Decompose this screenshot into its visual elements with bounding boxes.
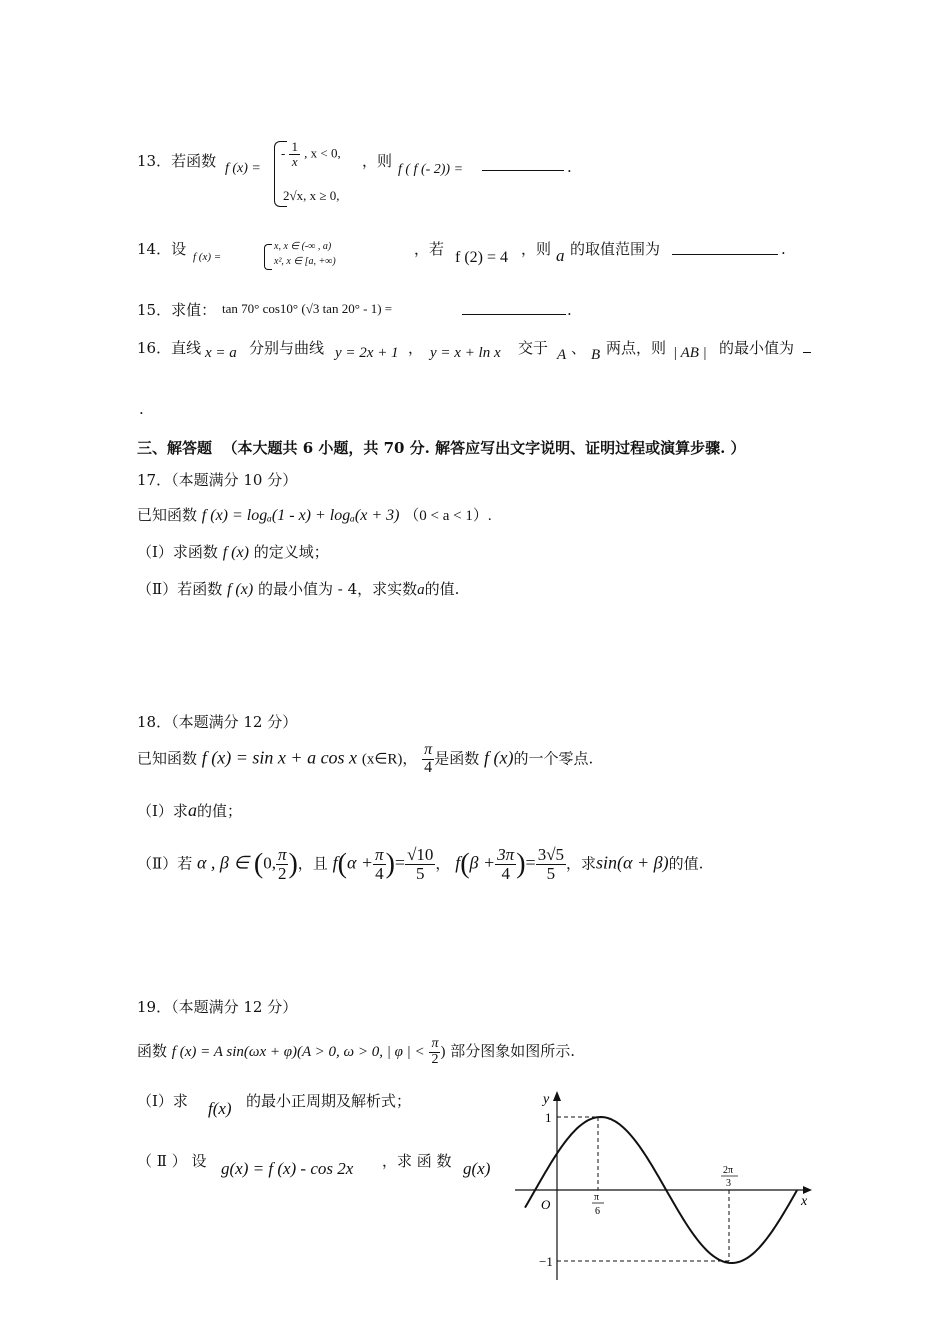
- q19-part2-expr: g(x) = f (x) - cos 2x: [221, 1159, 354, 1178]
- q14-case2: x², x ∈ [a, +∞): [274, 256, 336, 267]
- q16-dun: 、: [571, 339, 587, 357]
- q14-cond: f (2) = 4: [455, 249, 509, 266]
- q14-brace: [264, 244, 272, 270]
- q16-curve2: y = x + ln x: [430, 345, 501, 361]
- q16-text1: 分别与曲线: [249, 339, 325, 357]
- q14-tail: 的取值范围为: [570, 240, 661, 258]
- q13-mid: ，则: [362, 152, 393, 170]
- q16-continued: .: [139, 400, 144, 418]
- origin-label: O: [541, 1197, 551, 1212]
- q13-number: 13．若函数: [137, 152, 217, 170]
- q13-case1: - $\frac{1}{x}$ , x < 0,: [281, 139, 341, 169]
- q18-part2: （Ⅱ）若 α , β ∈ (0, $\frac{\pi}{2}$ )，且 f(α + $\frac{\pi}{4}$ )= $\frac{√10}{5}$ ， f(β + $\frac{3\pi}{4}$ )= $\frac{3√5}{5}$ ，求sin(α + β)的值.: [137, 845, 704, 883]
- q16-text3: 两点，则: [606, 339, 667, 357]
- tick2-den: 3: [726, 1178, 731, 1189]
- q16-line: x = a: [205, 345, 237, 361]
- q13-end: .: [567, 158, 572, 176]
- sine-graph: [505, 1085, 820, 1285]
- q17-part2: （Ⅱ）若函数 f (x) 的最小值为 - 4，求实数a的值.: [137, 580, 460, 598]
- q17-part1: （Ⅰ）求函数 f (x) 的定义域；: [137, 543, 329, 561]
- y-min-label: −1: [539, 1254, 553, 1269]
- q13-case2: 2√x, x ≥ 0,: [283, 188, 340, 203]
- q16-answer-blank: [803, 338, 811, 353]
- q16-point-b: B: [591, 347, 601, 363]
- q19-stem: 函数 f (x) = A sin(ωx + φ)(A > 0, ω > 0, | φ | < $\frac{\pi}{2}$ ) 部分图象如图所示.: [137, 1036, 576, 1067]
- q19-part1: （Ⅰ）求: [137, 1092, 188, 1110]
- q14-mid2: ，则: [521, 240, 552, 258]
- q16-text2: 交于: [518, 339, 549, 357]
- q15-number: 15．求值：: [137, 301, 217, 319]
- q17-header: 17．（本题满分 10 分）: [137, 471, 298, 489]
- q19-part2: （ Ⅱ ） 设: [137, 1152, 207, 1170]
- q14-end: .: [781, 240, 786, 258]
- q15-end: .: [567, 301, 572, 319]
- q19-part2-gx: g(x): [463, 1159, 491, 1178]
- q19-header: 19．（本题满分 12 分）: [137, 998, 298, 1016]
- y-max-label: 1: [545, 1110, 552, 1125]
- q16-text4: 的最小值为: [719, 339, 795, 357]
- q14-case1: x, x ∈ (-∞ , a): [274, 241, 332, 252]
- q18-stem: 已知函数 f (x) = sin x + a cos x (x∈R)， $\frac{\pi}{4}$ 是函数 f (x)的一个零点.: [137, 741, 594, 776]
- q18-part1: （Ⅰ）求a的值；: [137, 800, 242, 820]
- x-axis-label: x: [801, 1194, 808, 1209]
- q14-number: 14．设: [137, 240, 187, 258]
- q15-answer-blank: [462, 300, 566, 315]
- q14-answer-blank: [672, 240, 778, 255]
- q14-mid1: ，若: [414, 240, 445, 258]
- q16-sep: ，: [408, 339, 424, 357]
- tick1-num: π: [594, 1192, 600, 1203]
- tick1-den: 6: [595, 1206, 600, 1217]
- q16-curve1: y = 2x + 1: [335, 345, 399, 361]
- q13-expr: f ( f (- 2)) =: [398, 162, 464, 177]
- x-axis-arrow-icon: [803, 1186, 812, 1194]
- q16-number: 16．直线: [137, 339, 202, 357]
- q14-fx: f (x) =: [193, 251, 222, 263]
- q13-answer-blank: [482, 156, 564, 171]
- q14-var-a: a: [556, 246, 565, 265]
- q19-part2-mid: ，求 函 数: [382, 1152, 452, 1170]
- q13-fx: f (x) =: [225, 161, 261, 176]
- q16-point-a: A: [557, 347, 567, 363]
- q19-part1-fx: f(x): [208, 1099, 232, 1118]
- tick2-num: 2π: [723, 1165, 734, 1176]
- q18-header: 18．（本题满分 12 分）: [137, 713, 298, 731]
- q16-ab: | AB |: [673, 345, 707, 361]
- q15-expr: tan 70° cos10° (√3 tan 20° - 1) =: [222, 301, 393, 316]
- q17-stem: 已知函数 f (x) = logₐ(1 - x) + logₐ(x + 3) （0 < a < 1）.: [137, 506, 492, 524]
- section3-title: 三、解答题 （本大题共 6 小题，共 70 分. 解答应写出文字说明、证明过程或演算步骤. ）: [137, 439, 746, 457]
- q19-part1-text: 的最小正周期及解析式；: [246, 1092, 412, 1110]
- y-axis-label: y: [543, 1092, 550, 1107]
- y-axis-arrow-icon: [553, 1091, 561, 1101]
